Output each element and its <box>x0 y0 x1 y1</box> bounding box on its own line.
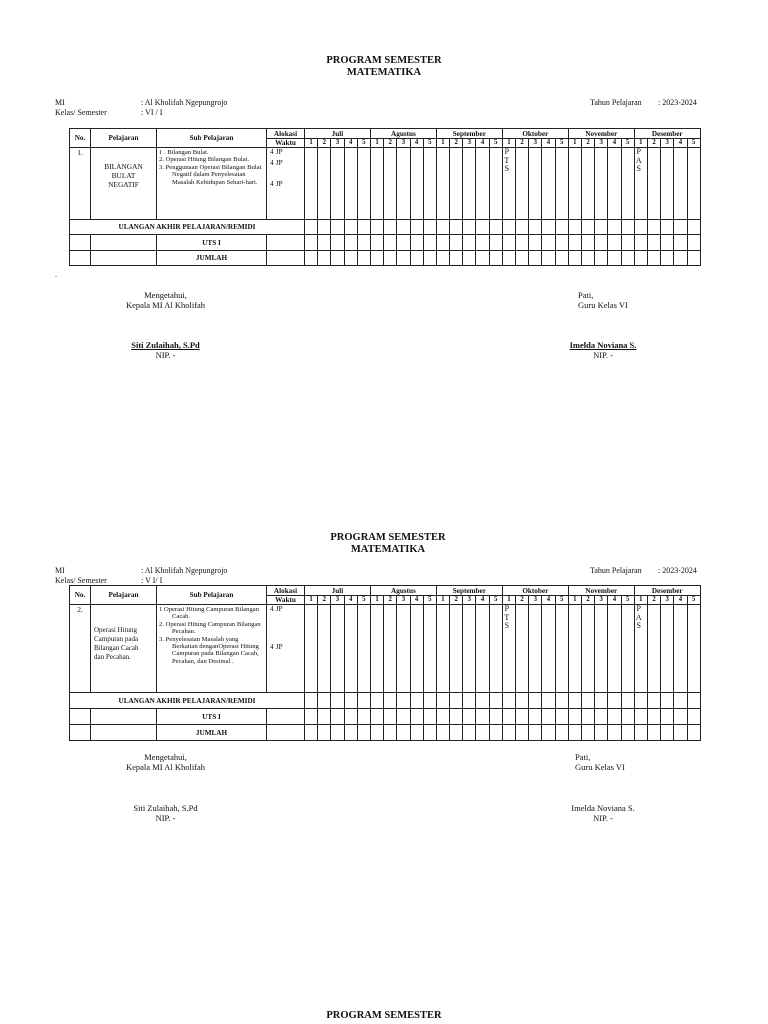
week-cell <box>542 693 555 709</box>
header-alokasi: Alokasi <box>267 586 305 596</box>
week-cell <box>476 605 489 693</box>
week-cell <box>542 605 555 693</box>
header-week: 5 <box>687 139 700 148</box>
week-cell <box>687 725 700 741</box>
week-cell <box>305 709 318 725</box>
program-table <box>69 585 701 741</box>
mi-label: MI <box>55 98 65 107</box>
header-month: Oktober <box>502 586 568 596</box>
week-cell <box>674 709 687 725</box>
tahun-label: Tahun Pelajaran <box>590 566 642 575</box>
week-cell <box>318 605 331 693</box>
header-month: Juli <box>305 129 371 139</box>
guru-signature <box>560 803 646 823</box>
header-week: 2 <box>516 139 529 148</box>
header-week: 5 <box>357 596 370 605</box>
kepala-name: Siti Zulaihah, S.Pd <box>133 803 198 813</box>
guru-name: Imelda Noviana S. <box>569 340 637 350</box>
week-cell <box>450 725 463 741</box>
marker-letter: A <box>635 155 642 165</box>
alokasi-value: 4 JP <box>270 642 283 651</box>
guru-title: Guru Kelas VI <box>578 300 628 310</box>
week-cell <box>370 693 383 709</box>
pelajaran-line: NEGATIF <box>108 180 139 189</box>
week-cell <box>502 693 515 709</box>
week-cell <box>410 725 423 741</box>
week-cell <box>489 693 502 709</box>
header-week: 3 <box>529 139 542 148</box>
header-week: 3 <box>661 139 674 148</box>
header-week: 3 <box>331 596 344 605</box>
header-waktu: Waktu <box>267 139 305 148</box>
week-cell <box>555 725 568 741</box>
header-week: 3 <box>397 139 410 148</box>
week-cell <box>318 693 331 709</box>
header-week: 1 <box>634 139 647 148</box>
uts-label: UTS I <box>157 709 267 725</box>
week-cell <box>502 709 515 725</box>
title-line-1: PROGRAM SEMESTER <box>330 532 446 543</box>
week-cell <box>555 693 568 709</box>
guru-title: Guru Kelas VI <box>575 762 625 772</box>
row-number: 2. <box>70 605 91 693</box>
week-cell <box>397 605 410 693</box>
week-cell <box>634 725 647 741</box>
mi-value: : Al Kholifah Ngepungrojo <box>141 566 228 575</box>
tahun-label: Tahun Pelajaran <box>590 98 642 107</box>
header-month: November <box>568 586 634 596</box>
week-cell <box>423 693 436 709</box>
tahun-value: : 2023-2024 <box>658 98 697 107</box>
marker-letter: A <box>635 612 642 622</box>
week-cell <box>357 605 370 693</box>
week-cell <box>331 605 344 693</box>
alokasi-cell <box>267 605 305 693</box>
week-cell <box>661 605 674 693</box>
marker-letter: S <box>636 621 641 630</box>
sub-item: 2. Operasi Hitung Bilangan Bulat. <box>159 156 250 164</box>
week-cell <box>463 605 476 693</box>
week-cell <box>410 605 423 693</box>
kepala-title: Kepala MI Al Kholifah <box>125 762 206 772</box>
week-cell <box>502 605 515 693</box>
header-month: Juli <box>305 586 371 596</box>
week-cell <box>542 709 555 725</box>
marker-letter: S <box>636 164 641 173</box>
week-cell <box>436 605 449 693</box>
dot-mark: . <box>55 270 57 279</box>
header-month: September <box>436 586 502 596</box>
week-cell <box>397 693 410 709</box>
week-cell <box>555 709 568 725</box>
week-cell <box>450 693 463 709</box>
week-cell <box>687 605 700 693</box>
title-line-1: PROGRAM SEMESTER <box>326 55 442 66</box>
week-cell <box>568 605 581 693</box>
title-line-2: MATEMATIKA <box>350 544 426 555</box>
header-week: 5 <box>489 139 502 148</box>
header-week: 5 <box>357 139 370 148</box>
pelajaran-line: Bilangan Cacah <box>94 644 139 652</box>
header-week: 2 <box>647 596 660 605</box>
header-week: 5 <box>621 139 634 148</box>
week-cell <box>595 693 608 709</box>
header-week: 5 <box>423 596 436 605</box>
week-cell <box>516 725 529 741</box>
week-cell <box>568 725 581 741</box>
week-cell <box>568 709 581 725</box>
week-cell <box>621 605 634 693</box>
header-alokasi: Alokasi <box>267 129 305 139</box>
header-week: 4 <box>674 139 687 148</box>
header-sub-pelajaran: Sub Pelajaran <box>157 129 267 148</box>
week-cell <box>331 709 344 725</box>
header-month: Oktober <box>502 129 568 139</box>
week-cell <box>489 725 502 741</box>
header-week: 4 <box>542 139 555 148</box>
ulangan-label: ULANGAN AKHIR PELAJARAN/REMIDI <box>70 693 305 709</box>
week-cell <box>634 693 647 709</box>
marker-letter: T <box>504 155 510 165</box>
title-line-2: MATEMATIKA <box>346 67 422 78</box>
header-week: 3 <box>397 596 410 605</box>
pati-text: Pati, <box>578 290 594 300</box>
week-cell <box>516 693 529 709</box>
marker-letter: P <box>504 147 510 156</box>
week-cell <box>436 693 449 709</box>
week-cell <box>370 725 383 741</box>
week-cell <box>595 709 608 725</box>
week-cell <box>410 693 423 709</box>
jumlah-label: JUMLAH <box>157 251 267 266</box>
header-month: Desember <box>634 586 700 596</box>
header-pelajaran: Pelajaran <box>91 129 157 148</box>
kelas-value: : V I/ I <box>141 576 163 585</box>
week-cell <box>344 725 357 741</box>
header-waktu: Waktu <box>267 596 305 605</box>
header-week: 3 <box>331 139 344 148</box>
week-cell <box>463 725 476 741</box>
header-week: 5 <box>687 596 700 605</box>
week-cell <box>581 693 594 709</box>
week-cell <box>384 605 397 693</box>
guru-nip: NIP. - <box>593 813 613 823</box>
header-month: Agustus <box>370 129 436 139</box>
ulangan-label: ULANGAN AKHIR PELAJARAN/REMIDI <box>70 220 305 235</box>
jumlah-label: JUMLAH <box>157 725 267 741</box>
week-cell <box>647 693 660 709</box>
alokasi-value: 4 JP <box>270 179 283 188</box>
kelas-label: Kelas/ Semester <box>55 576 107 585</box>
pelajaran-cell <box>91 605 157 693</box>
tahun-value: : 2023-2024 <box>658 566 697 575</box>
week-cell <box>608 693 621 709</box>
week-cell <box>370 605 383 693</box>
week-cell <box>384 725 397 741</box>
header-week: 1 <box>502 139 515 148</box>
kepala-nip: NIP. - <box>155 350 176 360</box>
pelajaran-line: BULAT <box>111 171 136 180</box>
header-week: 3 <box>661 596 674 605</box>
header-week: 2 <box>450 139 463 148</box>
header-week: 2 <box>581 139 594 148</box>
header-week: 5 <box>423 139 436 148</box>
week-cell <box>674 725 687 741</box>
pas-marker <box>635 605 643 631</box>
week-cell <box>423 709 436 725</box>
header-week: 1 <box>436 596 449 605</box>
header-week: 5 <box>621 596 634 605</box>
marker-letter: S <box>504 621 510 630</box>
pati-text: Pati, <box>575 752 591 762</box>
week-cell <box>634 605 647 693</box>
header-week: 5 <box>555 596 568 605</box>
week-cell <box>661 725 674 741</box>
header-week: 1 <box>370 596 383 605</box>
header-month: September <box>436 129 502 139</box>
week-cell <box>463 693 476 709</box>
header-week: 1 <box>305 139 318 148</box>
header-week: 1 <box>502 596 515 605</box>
uts-label: UTS I <box>157 235 267 251</box>
week-cell <box>529 605 542 693</box>
pelajaran-line: Campuran pada <box>94 635 139 643</box>
header-week: 4 <box>410 139 423 148</box>
header-no: No. <box>70 586 91 605</box>
week-cell <box>331 725 344 741</box>
week-cell <box>608 605 621 693</box>
header-week: 3 <box>463 139 476 148</box>
guru-nip: NIP. - <box>593 350 613 360</box>
header-week: 2 <box>450 596 463 605</box>
guru-name: Imelda Noviana S. <box>571 803 635 813</box>
sub-item: 2. Operasi Hitung Campuran Bilangan Pecahan. <box>159 620 261 636</box>
kepala-name: Siti Zulaihah, S.Pd <box>131 340 200 350</box>
week-cell <box>476 693 489 709</box>
week-cell <box>661 709 674 725</box>
marker-letter: S <box>504 164 510 173</box>
kepala-nip: NIP. - <box>155 813 176 823</box>
week-cell <box>305 725 318 741</box>
week-cell <box>502 725 515 741</box>
marker-letter: P <box>504 604 510 613</box>
header-week: 4 <box>476 139 489 148</box>
pts-marker <box>503 605 511 631</box>
sub-item: 1 . Bilangan Bulat. <box>159 149 209 156</box>
week-cell <box>634 709 647 725</box>
marker-letter: T <box>504 612 510 622</box>
week-cell <box>581 605 594 693</box>
week-cell <box>647 605 660 693</box>
header-week: 2 <box>647 139 660 148</box>
header-month: Desember <box>634 129 700 139</box>
week-cell <box>410 709 423 725</box>
alokasi-value: 4 JP <box>270 158 283 167</box>
week-cell <box>450 709 463 725</box>
header-week: 4 <box>608 596 621 605</box>
header-week: 5 <box>489 596 502 605</box>
week-cell <box>344 709 357 725</box>
week-cell <box>621 693 634 709</box>
kelas-label: Kelas/ Semester <box>55 108 107 117</box>
header-week: 2 <box>384 139 397 148</box>
header-week: 4 <box>608 139 621 148</box>
week-cell <box>476 725 489 741</box>
alokasi-value: 4 JP <box>270 147 283 156</box>
week-cell <box>581 709 594 725</box>
week-cell <box>647 709 660 725</box>
week-cell <box>318 725 331 741</box>
week-cell <box>423 605 436 693</box>
week-cell <box>516 709 529 725</box>
mi-value: : Al Kholifah Ngepungrojo <box>141 98 228 107</box>
header-week: 2 <box>516 596 529 605</box>
pelajaran-line: Operasi Hitung <box>94 626 137 634</box>
sub-item: 3. Penyelesaian Masalah yang Berkaitan denganOperasi Hitung Campuran pada Bilangan Cacah, Pecahan, dan Desimal . <box>159 635 259 665</box>
header-week: 4 <box>674 596 687 605</box>
week-cell <box>674 605 687 693</box>
week-cell <box>621 725 634 741</box>
pelajaran-line: BILANGAN <box>104 162 143 171</box>
week-cell <box>357 725 370 741</box>
week-cell <box>595 725 608 741</box>
marker-letter: P <box>636 604 641 613</box>
week-cell <box>687 709 700 725</box>
header-week: 4 <box>344 139 357 148</box>
week-cell <box>318 709 331 725</box>
week-cell <box>305 693 318 709</box>
kelas-value: : VI / I <box>141 108 163 117</box>
header-week: 1 <box>568 139 581 148</box>
week-cell <box>384 693 397 709</box>
header-week: 3 <box>463 596 476 605</box>
week-cell <box>489 709 502 725</box>
section-3-title: PROGRAM SEMESTER <box>326 1010 442 1021</box>
header-week: 4 <box>476 596 489 605</box>
row-number: 1. <box>70 148 91 220</box>
header-month: Agustus <box>370 586 436 596</box>
header-week: 5 <box>555 139 568 148</box>
header-week: 2 <box>318 596 331 605</box>
week-cell <box>621 709 634 725</box>
sub-item: 3. Penggunaan Operasi Bilangan Bulat Negatif dalam Penyelesaian Masalah Kehidupan Sehari-hari. <box>159 163 262 186</box>
kepala-signature <box>118 803 213 823</box>
header-week: 4 <box>542 596 555 605</box>
week-cell <box>608 725 621 741</box>
header-week: 1 <box>568 596 581 605</box>
header-week: 1 <box>634 596 647 605</box>
week-cell <box>529 693 542 709</box>
header-week: 2 <box>318 139 331 148</box>
week-cell <box>344 693 357 709</box>
header-week: 1 <box>370 139 383 148</box>
mi-label: MI <box>55 566 65 575</box>
header-week: 3 <box>595 596 608 605</box>
week-cell <box>331 693 344 709</box>
header-week: 1 <box>305 596 318 605</box>
week-cell <box>436 725 449 741</box>
alokasi-value: 4 JP <box>270 604 283 613</box>
header-week: 4 <box>410 596 423 605</box>
header-pelajaran: Pelajaran <box>91 586 157 605</box>
week-cell <box>397 709 410 725</box>
mengetahui-block <box>118 752 213 772</box>
week-cell <box>476 709 489 725</box>
week-cell <box>595 605 608 693</box>
week-cell <box>542 725 555 741</box>
header-no: No. <box>70 129 91 148</box>
week-cell <box>344 605 357 693</box>
header-week: 3 <box>595 139 608 148</box>
guru-block <box>575 752 625 772</box>
sub-item: 1 Operasi Hitung Campuran Bilangan Cacah. <box>159 606 259 621</box>
week-cell <box>687 693 700 709</box>
week-cell <box>397 725 410 741</box>
week-cell <box>463 709 476 725</box>
week-cell <box>423 725 436 741</box>
header-sub-pelajaran: Sub Pelajaran <box>157 586 267 605</box>
week-cell <box>674 693 687 709</box>
week-cell <box>529 709 542 725</box>
week-cell <box>529 725 542 741</box>
section-title <box>4 532 768 556</box>
header-week: 2 <box>581 596 594 605</box>
week-cell <box>647 725 660 741</box>
header-week: 3 <box>529 596 542 605</box>
header-week: 4 <box>344 596 357 605</box>
table-row <box>70 605 701 693</box>
week-cell <box>305 605 318 693</box>
marker-letter: P <box>636 147 641 156</box>
pelajaran-line: dan Pecahan. <box>94 653 131 661</box>
kepala-title: Kepala MI Al Kholifah <box>125 300 206 310</box>
header-week: 1 <box>436 139 449 148</box>
week-cell <box>384 709 397 725</box>
week-cell <box>357 693 370 709</box>
sub-pelajaran-cell <box>157 605 267 693</box>
header-month: November <box>568 129 634 139</box>
week-cell <box>370 709 383 725</box>
mengetahui-text: Mengetahui, <box>144 752 187 762</box>
week-cell <box>568 693 581 709</box>
week-cell <box>357 709 370 725</box>
week-cell <box>436 709 449 725</box>
week-cell <box>555 605 568 693</box>
week-cell <box>581 725 594 741</box>
week-cell <box>608 709 621 725</box>
week-cell <box>661 693 674 709</box>
week-cell <box>516 605 529 693</box>
week-cell <box>489 605 502 693</box>
mengetahui-text: Mengetahui, <box>144 290 187 300</box>
week-cell <box>450 605 463 693</box>
header-week: 2 <box>384 596 397 605</box>
